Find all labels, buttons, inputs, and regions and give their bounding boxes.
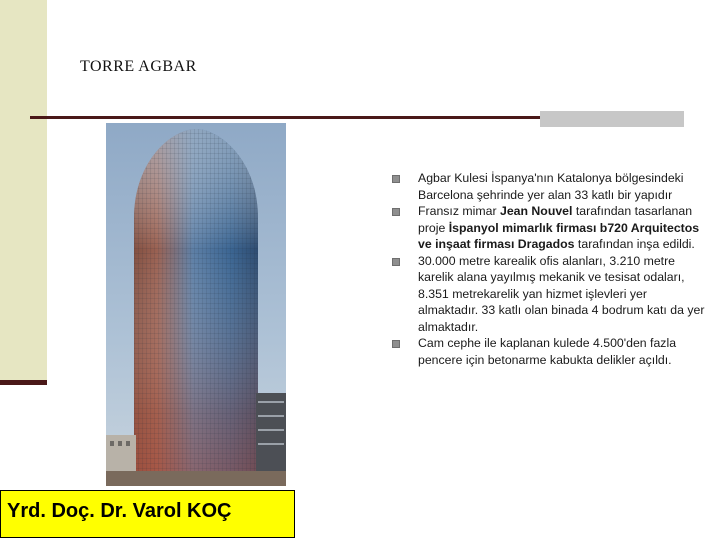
author-box xyxy=(0,490,295,538)
square-bullet-icon xyxy=(392,340,400,348)
bullet-text: 30.000 metre karealik ofis alanları, 3.210 metre karelik alana yayılmış mekanik ve tesisat odaları, 8.351 metrekarelik yan hizmet işlevleri yer almaktadır. 33 katlı olan binada 4 bodrum katı da yer almaktadır. xyxy=(418,253,705,334)
bullet-text-part: tarafından tasarlanan proje xyxy=(418,204,693,235)
author-name: Yrd. Doç. Dr. Varol KOÇ xyxy=(7,500,232,522)
square-bullet-icon xyxy=(392,258,400,266)
square-bullet-icon xyxy=(392,175,400,183)
bullet-text-part: tarafından inşa edildi. xyxy=(574,237,695,251)
bullet-item xyxy=(392,170,710,203)
bullet-item xyxy=(392,253,710,336)
square-bullet-icon xyxy=(392,208,400,216)
bullet-item xyxy=(392,203,710,253)
torre-agbar-photo xyxy=(106,123,286,486)
bullet-text: Agbar Kulesi İspanya'nın Katalonya bölgesindeki Barcelona şehrinde yer alan 33 katlı bir yapıdır xyxy=(418,171,684,202)
slide-title: TORRE AGBAR xyxy=(80,58,197,75)
title-rule xyxy=(30,116,540,119)
accent-block xyxy=(540,111,684,127)
builder-firms: İspanyol mimarlık firması b720 Arquitectos ve inşaat firması Dragados xyxy=(418,220,700,251)
bullet-text: Cam cephe ile kaplanan kulede 4.500'den fazla pencere için betonarme kabukta delikler açıldı. xyxy=(418,336,677,367)
bullet-text-part: Fransız mimar xyxy=(418,204,500,218)
bullet-item xyxy=(392,335,710,368)
bullet-list xyxy=(392,170,710,368)
left-decor-band xyxy=(0,0,47,385)
architect-name: Jean Nouvel xyxy=(499,204,573,218)
left-band-edge xyxy=(0,380,47,385)
bullet-text xyxy=(418,204,699,251)
